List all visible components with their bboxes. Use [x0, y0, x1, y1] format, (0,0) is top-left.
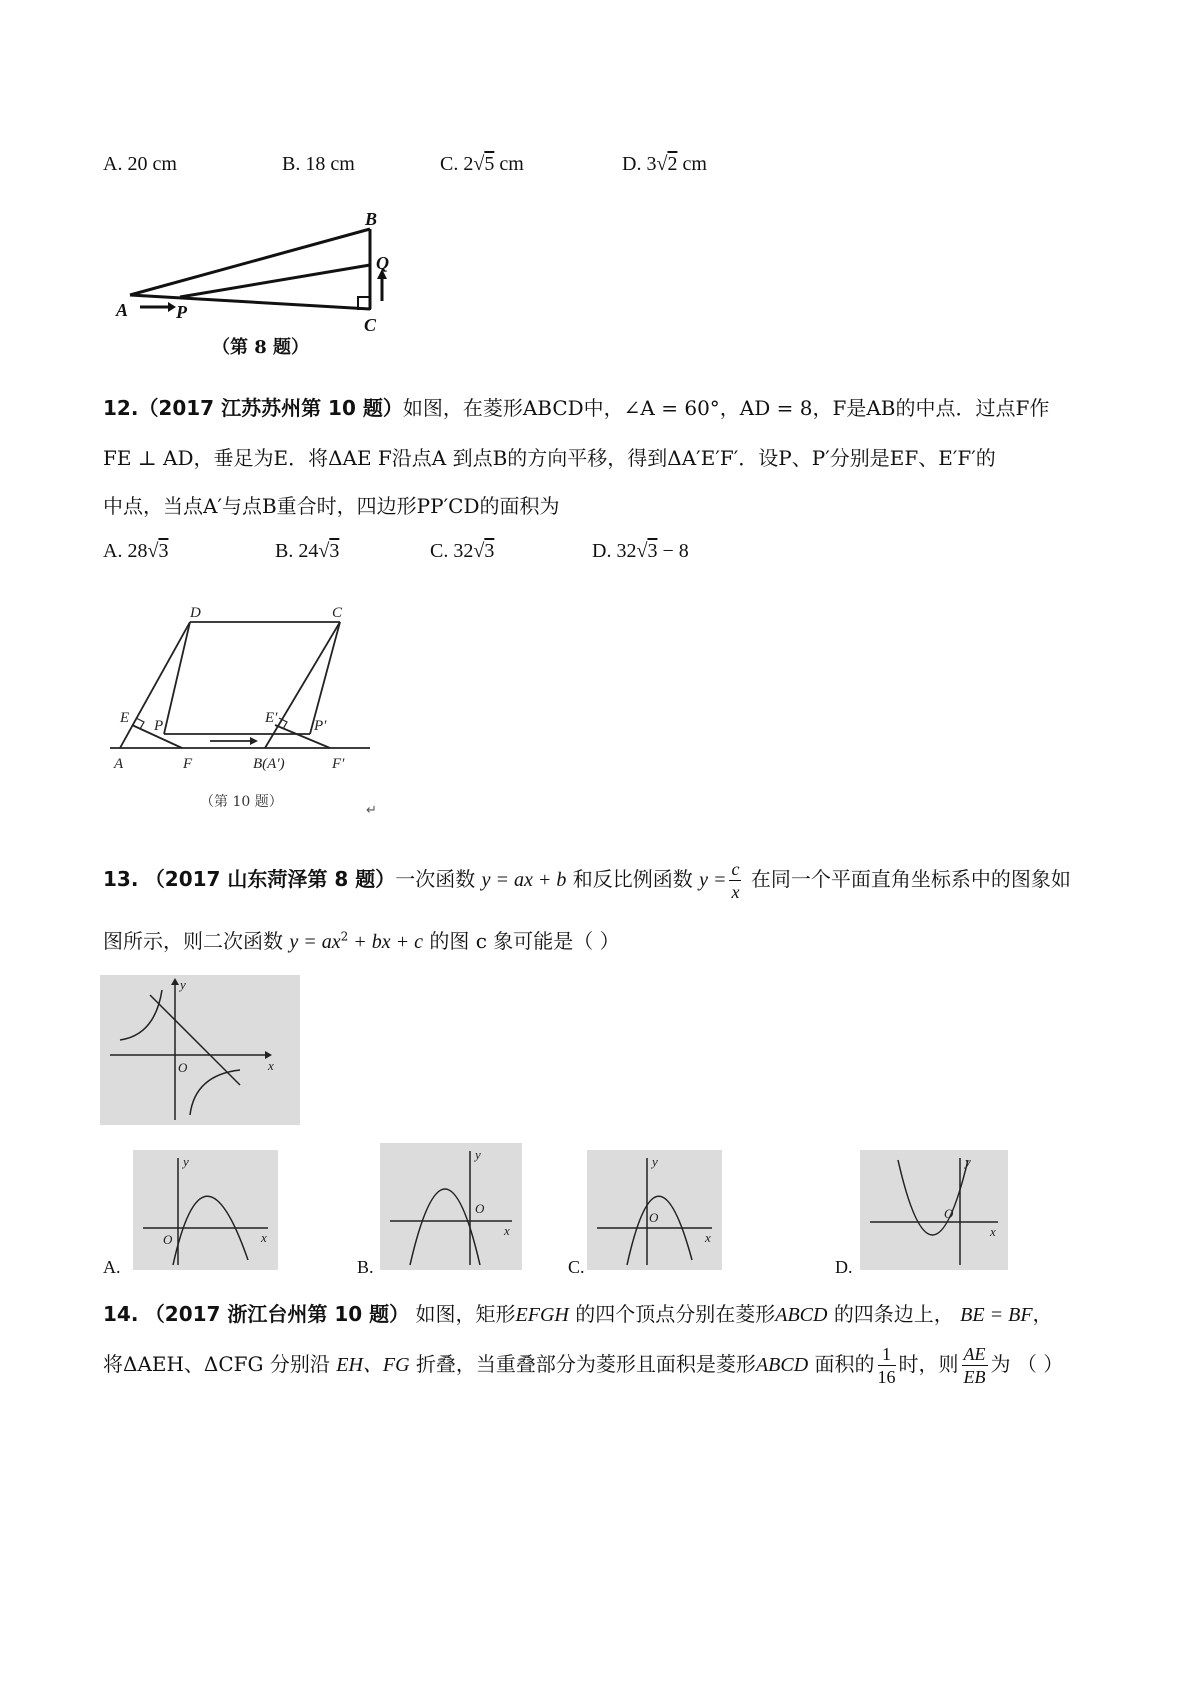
q14-equation: BE = BF [960, 1304, 1033, 1326]
radical-sign: √ [147, 540, 159, 562]
y-axis-arrow [171, 978, 179, 985]
q13-inverse-fraction [729, 860, 741, 901]
label-e: E [120, 710, 130, 726]
q14-fraction-numerator: 1 [878, 1345, 896, 1366]
label-f-prime: F′ [332, 756, 345, 772]
parabola-down [173, 1196, 248, 1265]
q14-text-d: ， [1032, 1302, 1053, 1326]
label-y: y [652, 1154, 658, 1169]
q13-given-graph [100, 975, 300, 1125]
radical-sign: √ [318, 540, 330, 562]
segment-pq [180, 265, 370, 297]
q13-linear-function: y = ax + b [481, 869, 567, 891]
q14-efgh: EFGH [515, 1304, 569, 1326]
q12-option-b-radicand: 3 [329, 540, 340, 562]
q12-source: （2017 江苏苏州第 10 题） [138, 396, 403, 420]
q14-text-b: 的四个顶点分别在菱形 [575, 1302, 776, 1326]
q11-option-d-suffix: cm [677, 153, 707, 175]
radical-sign: √ [656, 153, 668, 175]
label-e-prime: E′ [265, 710, 278, 726]
return-mark: ↵ [366, 803, 377, 818]
q12-option-a-prefix: A. 28 [103, 540, 148, 562]
q12-option-c-prefix: C. 32 [430, 540, 474, 562]
q14-fraction2-numerator: AE [963, 1344, 986, 1364]
q14-fraction-ae-eb [962, 1345, 988, 1386]
q12-option-d-suffix: − 8 [657, 540, 689, 562]
label-o: O [178, 1060, 188, 1075]
q14-text-c: 的四条边上， [833, 1302, 954, 1326]
radical-sign: √ [636, 540, 648, 562]
label-c: C [364, 315, 377, 335]
q14-fraction-denominator: 16 [877, 1367, 896, 1387]
q13-inverse-lhs: y = [699, 869, 727, 891]
q14-eh-fg: EH、FG [336, 1354, 410, 1376]
q11-option-d-prefix: D. 3 [622, 153, 657, 175]
q13-option-b-graph [380, 1143, 522, 1270]
label-b: B [365, 209, 378, 229]
q12-line-2: FE ⊥ AD，垂足为E．将ΔAE F沿点A 到点B的方向平移，得到ΔA′E′F′．设P、P′分别是EF、E′F′的 [103, 446, 996, 470]
q13-option-b-label: B. [357, 1257, 374, 1277]
linear-line [150, 995, 240, 1085]
q11-option-d [622, 153, 707, 176]
label-y: y [965, 1154, 971, 1169]
q13-text-c: 在同一个平面直角坐标系中的图象如 [750, 867, 1071, 891]
q14-fraction2-denominator: EB [963, 1367, 986, 1387]
q13-option-c-graph [587, 1150, 722, 1270]
q13-fraction-denominator: x [731, 882, 740, 902]
segment-cb [265, 622, 340, 748]
label-b-a-prime: B(A′) [253, 756, 285, 772]
label-y: y [183, 1154, 189, 1169]
q12-option-d-prefix: D. 32 [592, 540, 637, 562]
label-d: D [190, 605, 201, 621]
q14-text-i: 为 （ ） [990, 1352, 1064, 1376]
q13-option-c-label: C. [568, 1257, 585, 1277]
q12-option-d [592, 540, 689, 563]
label-o: O [475, 1201, 485, 1216]
q14-abcd-2: ABCD [755, 1354, 809, 1376]
q14-text-e: 将ΔAEH、ΔCFG 分别沿 [103, 1352, 330, 1376]
q12-option-b [275, 540, 339, 563]
label-x: x [705, 1230, 711, 1245]
q13-number: 13. [103, 867, 139, 891]
q13-quadratic-a: y = ax [289, 931, 341, 953]
radical-sign: √ [473, 153, 485, 175]
hyperbola-branch-left [120, 990, 162, 1040]
label-y: y [180, 977, 186, 992]
label-o: O [163, 1232, 173, 1247]
label-c: C [332, 605, 343, 621]
label-x: x [261, 1230, 267, 1245]
segment-pd [164, 622, 190, 734]
q14-text-g: 面积的 [814, 1352, 875, 1376]
q13-text-d: 图所示，则二次函数 [103, 929, 283, 953]
q13-quadratic-b: + bx + c [348, 931, 423, 953]
q13-text-a: 一次函数 [395, 867, 476, 891]
q13-line-1 [103, 860, 1071, 901]
q13-text-e: 的图 c 象可能是（ ） [429, 929, 620, 953]
q12-option-d-radicand: 3 [647, 540, 658, 562]
q11-option-c [440, 153, 524, 176]
q13-text-b: 和反比例函数 [572, 867, 693, 891]
label-x: x [268, 1058, 274, 1073]
label-p: P [176, 302, 187, 322]
q14-line-2 [103, 1345, 1063, 1386]
q12-option-c [430, 540, 494, 563]
label-q: Q [376, 253, 389, 273]
label-a: A [116, 300, 129, 320]
translation-arrow-head [250, 737, 258, 745]
q11-option-c-suffix: cm [494, 153, 524, 175]
q14-source: （2017 浙江台州第 10 题） [144, 1302, 410, 1326]
q13-quadratic-exponent: 2 [340, 929, 349, 944]
q14-line-1 [103, 1298, 1053, 1327]
label-p: P [154, 718, 164, 734]
q12-option-b-prefix: B. 24 [275, 540, 319, 562]
label-p-prime: P′ [314, 718, 327, 734]
q13-option-a-label: A. [103, 1257, 121, 1277]
q13-option-d-graph [860, 1150, 1008, 1270]
q12-line-1 [103, 392, 1049, 421]
q14-number: 14. [103, 1302, 139, 1326]
q13-fraction-numerator: c [731, 859, 740, 879]
label-o: O [649, 1210, 659, 1225]
q14-abcd: ABCD [775, 1304, 828, 1326]
q13-line-2 [103, 925, 620, 954]
q12-option-a-radicand: 3 [158, 540, 169, 562]
parabola-up [898, 1160, 968, 1235]
q11-option-b: B. 18 cm [282, 153, 355, 175]
parabola-down [627, 1196, 692, 1265]
q14-text-a: 如图，矩形 [415, 1302, 516, 1326]
label-y: y [475, 1147, 481, 1162]
q13-option-a-graph [133, 1150, 278, 1270]
figure-8-caption: （第 8 题） [212, 337, 310, 358]
q11-option-c-radicand: 5 [484, 153, 495, 175]
q12-option-a [103, 540, 168, 563]
q13-option-d-label: D. [835, 1257, 853, 1277]
q14-text-f: 折叠，当重叠部分为菱形且面积是菱形 [415, 1352, 756, 1376]
q12-text-1: 如图，在菱形ABCD中，∠A = 60°，AD = 8，F是AB的中点．过点F作 [402, 396, 1050, 420]
label-x: x [990, 1224, 996, 1239]
label-o: O [944, 1206, 954, 1221]
figure-10-rhombus [100, 590, 400, 825]
q11-option-d-radicand: 2 [667, 153, 678, 175]
q11-option-c-prefix: C. 2 [440, 153, 474, 175]
arrow-p-head [168, 302, 176, 312]
radical-sign: √ [473, 540, 485, 562]
figure-8-triangle [100, 205, 420, 365]
label-a: A [114, 756, 124, 772]
figure-10-caption: （第 10 题） [200, 794, 283, 810]
label-x: x [504, 1223, 510, 1238]
q12-number: 12. [103, 396, 139, 420]
q14-fraction-ratio [878, 1345, 896, 1386]
q14-text-h: 时，则 [898, 1352, 959, 1376]
q13-source: （2017 山东菏泽第 8 题） [144, 867, 396, 891]
label-f: F [183, 756, 193, 772]
q11-option-a: A. 20 cm [103, 153, 177, 175]
q12-line-3: 中点，当点A′与点B重合时，四边形PP′CD的面积为 [103, 494, 560, 518]
q12-option-c-radicand: 3 [484, 540, 495, 562]
